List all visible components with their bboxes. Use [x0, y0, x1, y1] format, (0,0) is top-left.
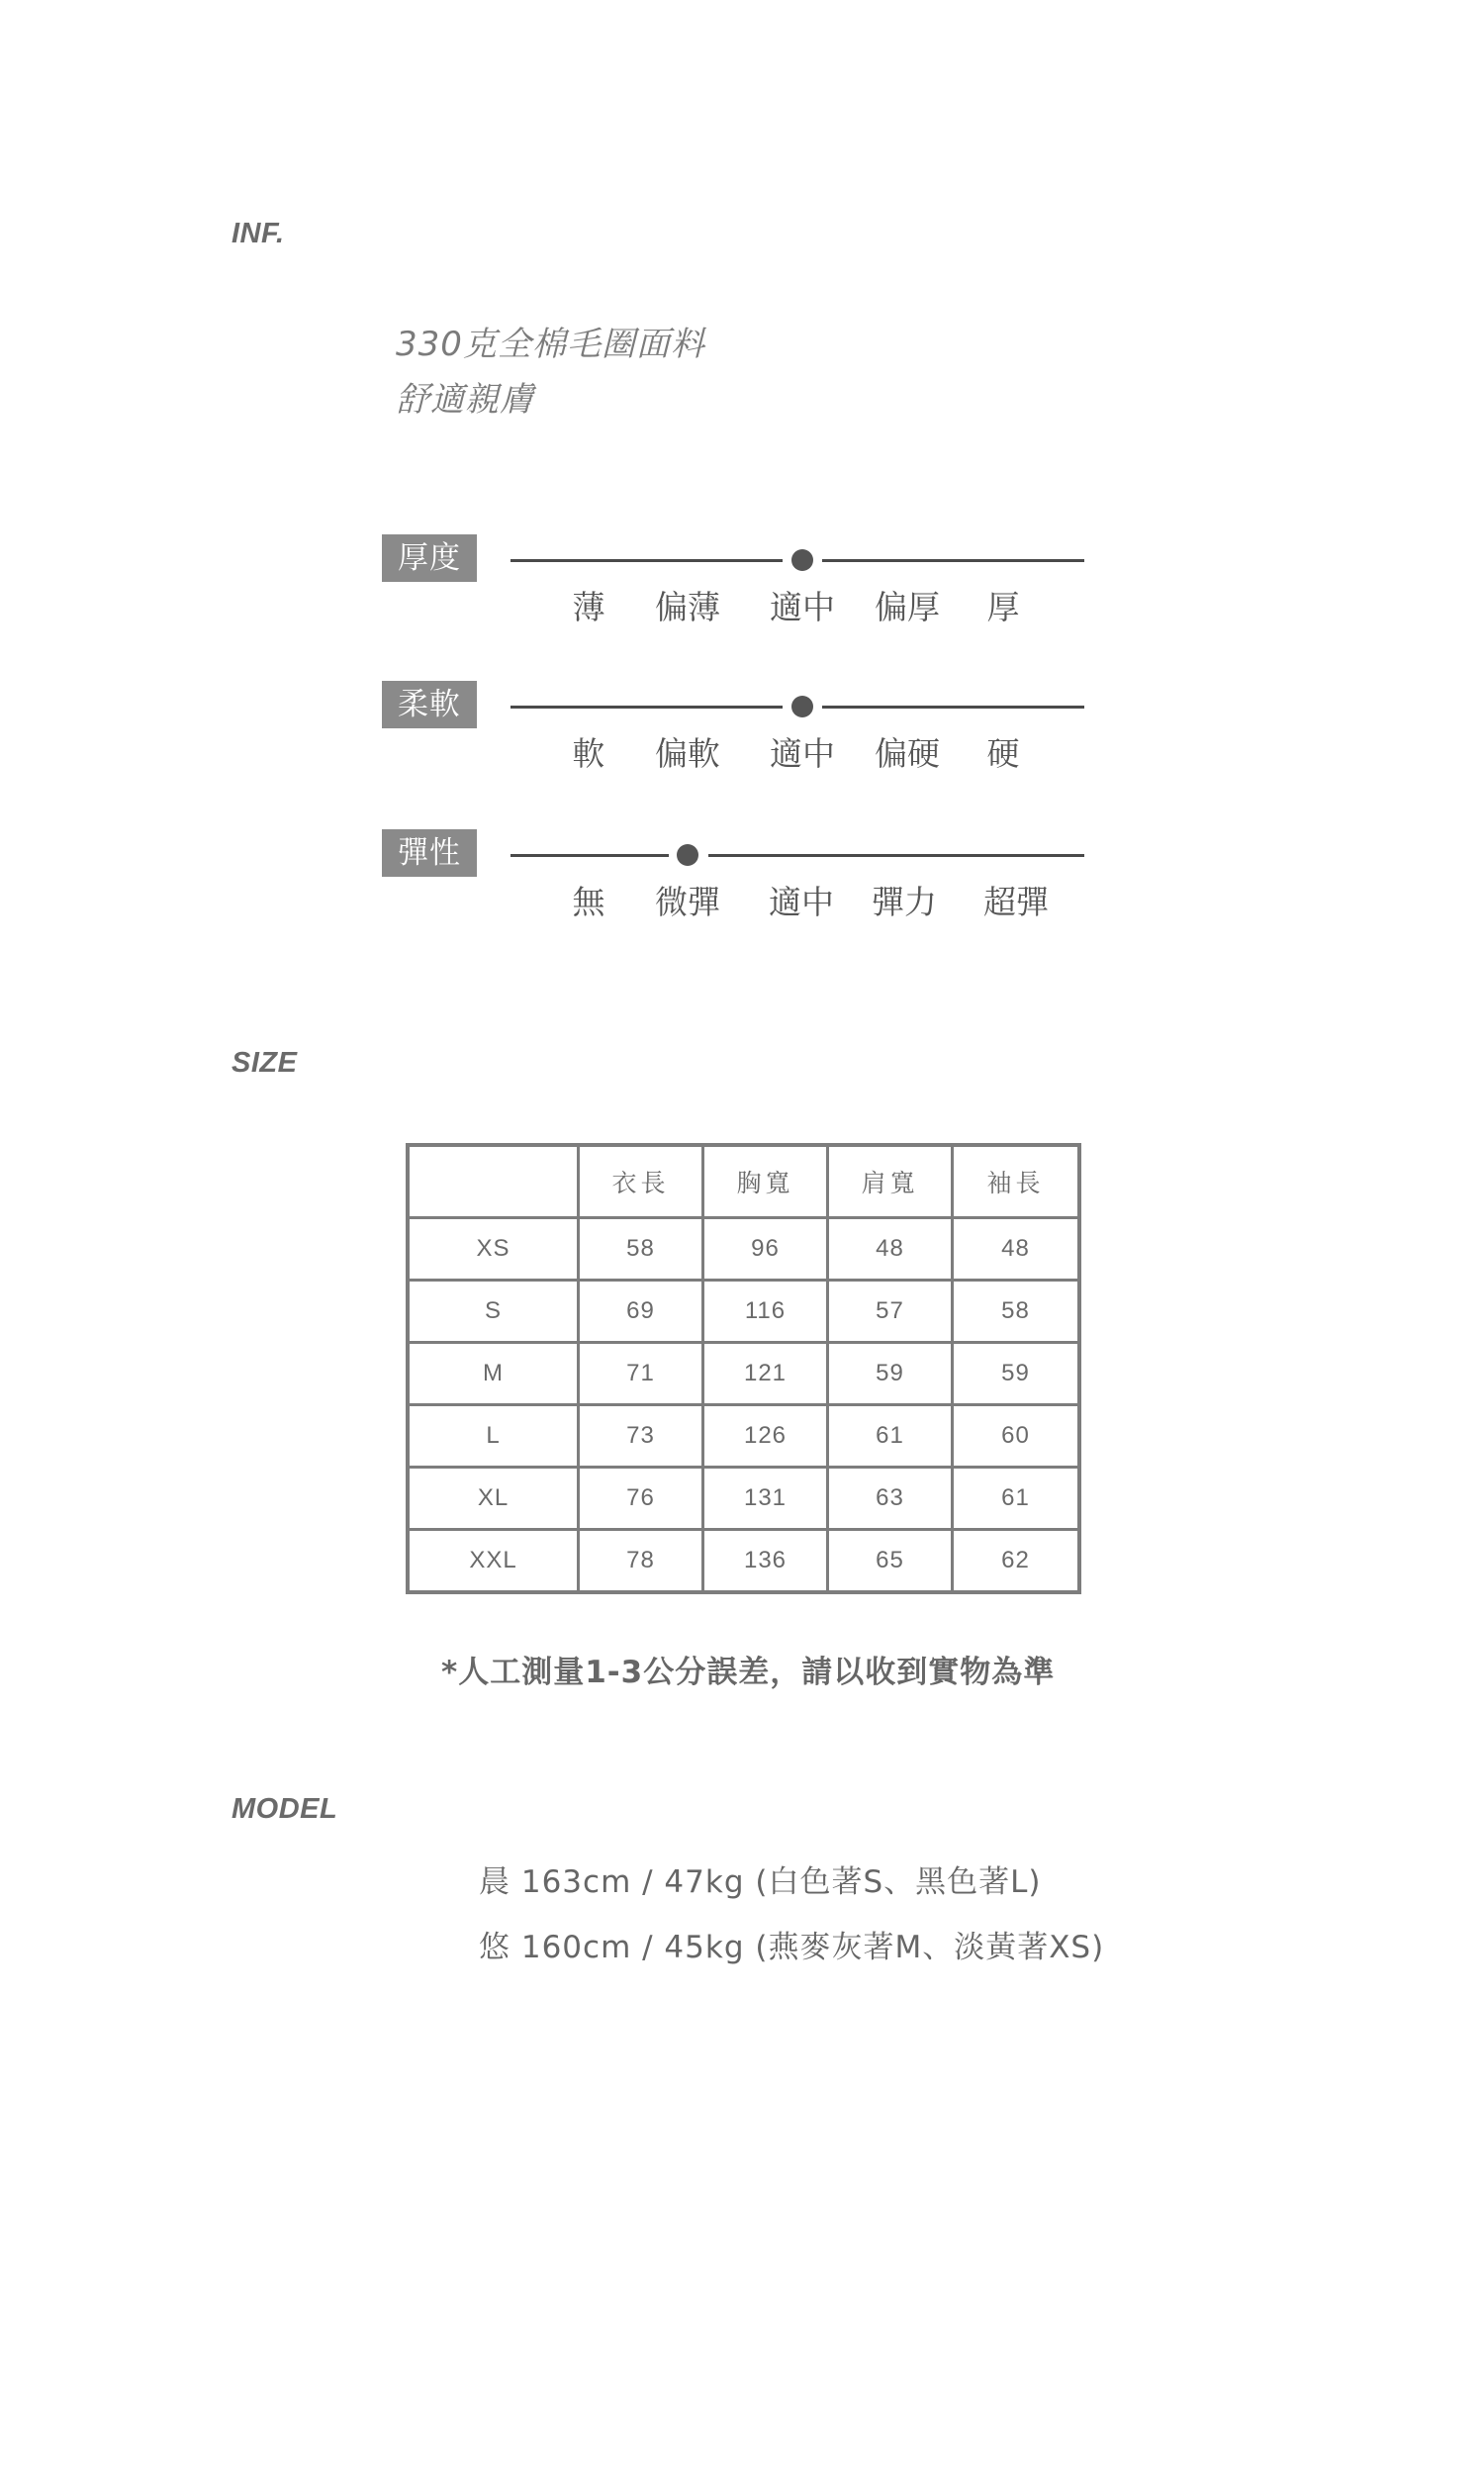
scale-level: 軟	[572, 734, 605, 773]
table-cell: 48	[828, 1218, 953, 1281]
scale-line-right	[822, 559, 1084, 562]
attribute-row-elasticity	[382, 829, 1084, 978]
table-cell: S	[408, 1281, 579, 1343]
attribute-label: 彈性	[382, 829, 477, 877]
model-info-line: 晨 163cm / 47kg (白色著S、黑色著L)	[479, 1864, 1042, 1900]
table-header-cell: 胸寬	[703, 1145, 828, 1218]
table-cell: 58	[953, 1281, 1080, 1343]
table-row	[408, 1468, 1079, 1530]
table-cell: 78	[579, 1530, 703, 1593]
table-cell: 73	[579, 1405, 703, 1468]
section-heading-model: MODEL	[232, 1793, 338, 1825]
table-cell: 61	[828, 1405, 953, 1468]
table-cell: 96	[703, 1218, 828, 1281]
scale-level: 薄	[572, 588, 605, 626]
table-header-cell	[408, 1145, 579, 1218]
scale-level: 無	[572, 883, 605, 921]
table-cell: 59	[953, 1343, 1080, 1405]
table-cell: 48	[953, 1218, 1080, 1281]
table-header-cell: 肩寬	[828, 1145, 953, 1218]
scale-level: 超彈	[983, 883, 1049, 921]
table-row	[408, 1405, 1079, 1468]
table-row	[408, 1343, 1079, 1405]
scale-level-selected: 微彈	[655, 883, 720, 921]
table-cell: 131	[703, 1468, 828, 1530]
section-heading-size: SIZE	[232, 1047, 298, 1079]
scale-level: 厚	[986, 588, 1020, 626]
section-heading-info: INF.	[232, 218, 285, 249]
scale-line-left	[510, 559, 783, 562]
scale-level: 彈力	[872, 883, 937, 921]
scale-indicator-dot	[677, 844, 698, 866]
scale-level: 偏薄	[655, 588, 720, 626]
attribute-row-softness	[382, 681, 1084, 829]
table-cell: 62	[953, 1530, 1080, 1593]
table-cell: 71	[579, 1343, 703, 1405]
table-cell: L	[408, 1405, 579, 1468]
table-cell: 121	[703, 1343, 828, 1405]
table-cell: 57	[828, 1281, 953, 1343]
model-info-line: 悠 160cm / 45kg (燕麥灰著M、淡黃著XS)	[479, 1930, 1105, 1965]
table-cell: 136	[703, 1530, 828, 1593]
scale-level: 適中	[769, 883, 834, 921]
attribute-label: 柔軟	[382, 681, 477, 728]
table-cell: 69	[579, 1281, 703, 1343]
scale-line-right	[708, 854, 1084, 857]
fabric-feel-line: 舒適親膚	[396, 380, 534, 420]
table-cell: 58	[579, 1218, 703, 1281]
table-cell: 59	[828, 1343, 953, 1405]
table-cell: 61	[953, 1468, 1080, 1530]
scale-level: 偏軟	[655, 734, 720, 773]
scale-line-left	[510, 854, 669, 857]
table-cell: 65	[828, 1530, 953, 1593]
scale-level: 硬	[986, 734, 1020, 773]
scale-level-selected: 適中	[770, 588, 835, 626]
scale-level-selected: 適中	[770, 734, 835, 773]
measurement-note: *人工測量1-3公分誤差，請以收到實物為準	[441, 1655, 1056, 1690]
scale-line-right	[822, 706, 1084, 709]
attribute-label: 厚度	[382, 534, 477, 582]
table-header-cell: 袖長	[953, 1145, 1080, 1218]
scale-indicator-dot	[791, 696, 813, 717]
table-cell: M	[408, 1343, 579, 1405]
table-row	[408, 1281, 1079, 1343]
scale-level: 偏硬	[875, 734, 940, 773]
fabric-description-line: 330克全棉毛圈面料	[396, 325, 705, 364]
table-cell: XS	[408, 1218, 579, 1281]
table-row	[408, 1530, 1079, 1593]
table-cell: XL	[408, 1468, 579, 1530]
table-cell: 126	[703, 1405, 828, 1468]
scale-line-left	[510, 706, 783, 709]
scale-indicator-dot	[791, 549, 813, 571]
table-cell: 76	[579, 1468, 703, 1530]
table-cell: 63	[828, 1468, 953, 1530]
table-header-row	[408, 1145, 1079, 1218]
table-header-cell: 衣長	[579, 1145, 703, 1218]
table-row	[408, 1218, 1079, 1281]
size-table	[406, 1143, 1081, 1594]
table-cell: 60	[953, 1405, 1080, 1468]
scale-level: 偏厚	[875, 588, 940, 626]
table-cell: XXL	[408, 1530, 579, 1593]
table-cell: 116	[703, 1281, 828, 1343]
attribute-row-thickness	[382, 534, 1084, 683]
